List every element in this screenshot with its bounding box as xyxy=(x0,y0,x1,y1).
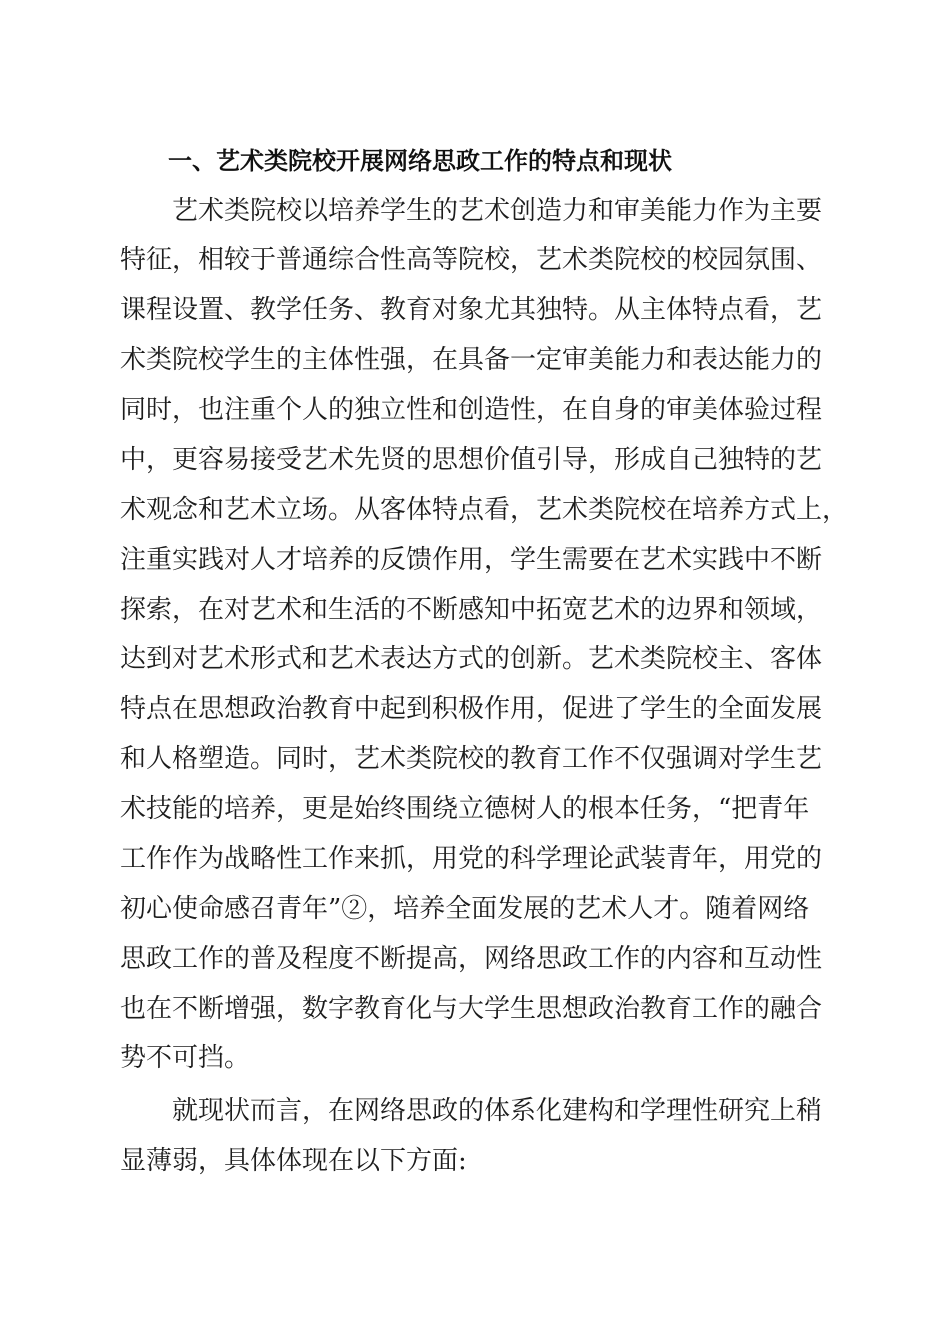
text-line: 特征，相较于普通综合性高等院校，艺术类院校的校园氛围、 xyxy=(120,245,823,275)
text-line: 也在不断增强，数字教育化与大学生思想政治教育工作的融合 xyxy=(120,994,823,1024)
text-line: 探索，在对艺术和生活的不断感知中拓宽艺术的边界和领域， xyxy=(120,595,823,625)
text-line: 和人格塑造。同时，艺术类院校的教育工作不仅强调对学生艺 xyxy=(120,744,823,774)
text-line: 艺术类院校以培养学生的艺术创造力和审美能力作为主要 xyxy=(172,196,823,226)
text-line: 术类院校学生的主体性强，在具备一定审美能力和表达能力的 xyxy=(120,345,823,375)
text-line: 工作作为战略性工作来抓，用党的科学理论武装青年，用党的 xyxy=(120,844,823,874)
text-line: 特点在思想政治教育中起到积极作用，促进了学生的全面发展 xyxy=(120,694,823,724)
text-line: 同时，也注重个人的独立性和创造性，在自身的审美体验过程 xyxy=(120,395,823,425)
text-line: 中，更容易接受艺术先贤的思想价值引导，形成自己独特的艺 xyxy=(120,445,823,475)
text-line: 就现状而言，在网络思政的体系化建构和学理性研究上稍 xyxy=(172,1096,823,1126)
text-line: 初心使命感召青年”②，培养全面发展的艺术人才。随着网络 xyxy=(120,894,810,924)
text-line: 势不可挡。 xyxy=(120,1043,251,1073)
section-heading: 一、艺术类院校开展网络思政工作的特点和现状 xyxy=(168,147,672,175)
text-line: 思政工作的普及程度不断提高，网络思政工作的内容和互动性 xyxy=(120,944,823,974)
text-line: 术观念和艺术立场。从客体特点看，艺术类院校在培养方式上， xyxy=(120,495,849,525)
text-line: 达到对艺术形式和艺术表达方式的创新。艺术类院校主、客体 xyxy=(120,644,823,674)
text-line: 术技能的培养，更是始终围绕立德树人的根本任务，“把青年 xyxy=(120,794,810,824)
text-line: 显薄弱，具体体现在以下方面: xyxy=(120,1146,467,1176)
text-line: 课程设置、教学任务、教育对象尤其独特。从主体特点看，艺 xyxy=(120,295,823,325)
text-line: 注重实践对人才培养的反馈作用，学生需要在艺术实践中不断 xyxy=(120,545,823,575)
